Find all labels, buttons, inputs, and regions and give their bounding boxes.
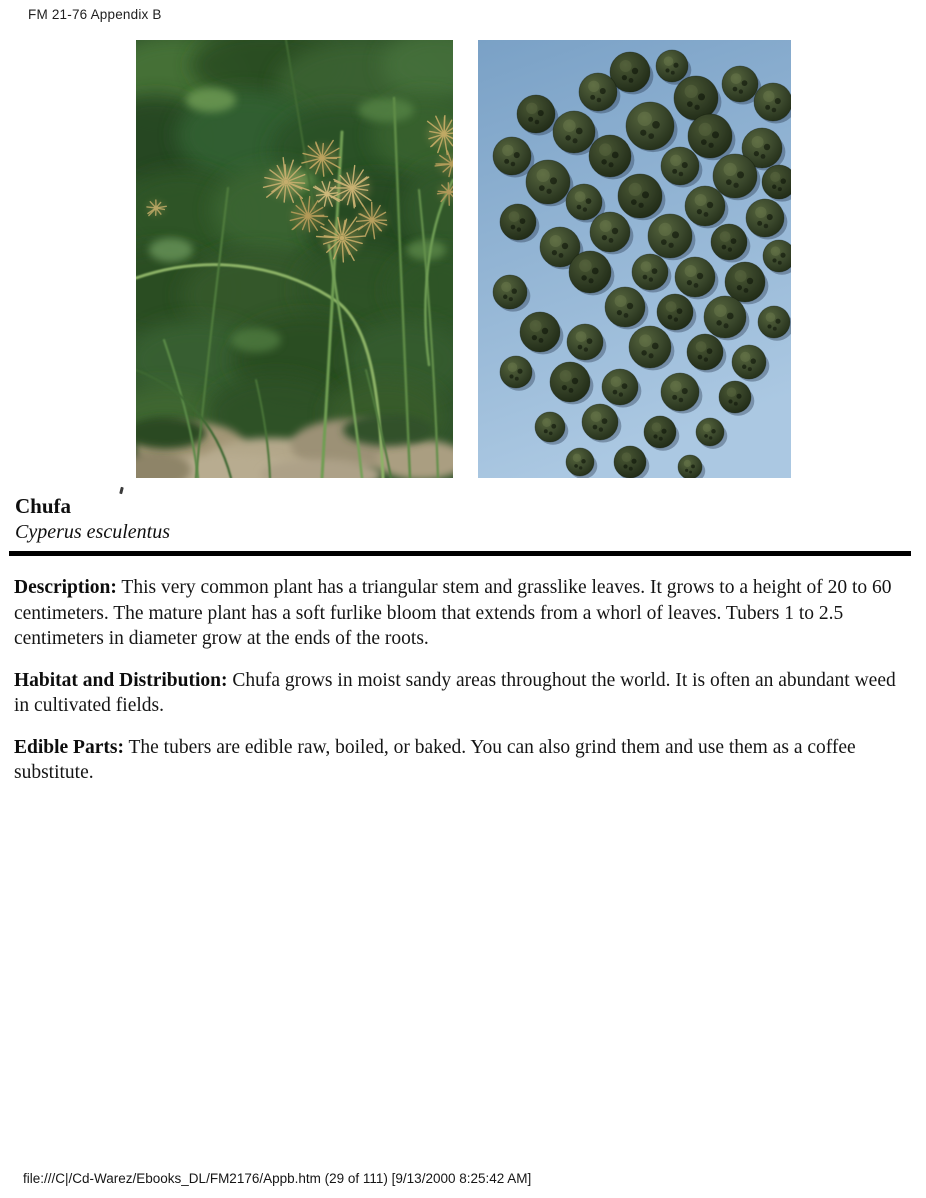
description-label: Description:	[14, 577, 117, 598]
edible-parts-text: The tubers are edible raw, boiled, or baked. You can also grind them and use them as a coffee substitute.	[14, 736, 856, 783]
chufa-tubers-photo	[478, 40, 791, 478]
file-path-status-line: file:///C|/Cd-Warez/Ebooks_DL/FM2176/Appb.htm (29 of 111) [9/13/2000 8:25:42 AM]	[23, 1171, 532, 1186]
page-header: FM 21-76 Appendix B	[28, 7, 162, 22]
chufa-plant-photo	[136, 40, 453, 478]
edible-parts-label: Edible Parts:	[14, 736, 124, 758]
scan-artifact-mark	[119, 487, 124, 495]
habitat-text: Chufa grows in moist sandy areas throughout the world. It is often an abundant weed in cultivated fields.	[14, 669, 896, 716]
article-body	[14, 575, 907, 802]
plant-scientific-name: Cyperus esculentus	[15, 521, 170, 543]
foliage-blobs	[136, 40, 453, 478]
section-divider-rule	[9, 551, 911, 556]
plant-common-name: Chufa	[15, 494, 72, 518]
habitat-label: Habitat and Distribution:	[14, 669, 228, 691]
habitat-paragraph	[14, 668, 907, 719]
description-paragraph	[14, 575, 907, 652]
description-text: This very common plant has a triangular stem and grasslike leaves. It grows to a height of 20 to 60 centimeters. The mature plant has a soft furlike bloom that extends from a whorl of leaves. Tubers 1 to 2.5 centimeters in diameter grow at the ends of the roots.	[14, 577, 892, 649]
edible-parts-paragraph	[14, 735, 907, 786]
